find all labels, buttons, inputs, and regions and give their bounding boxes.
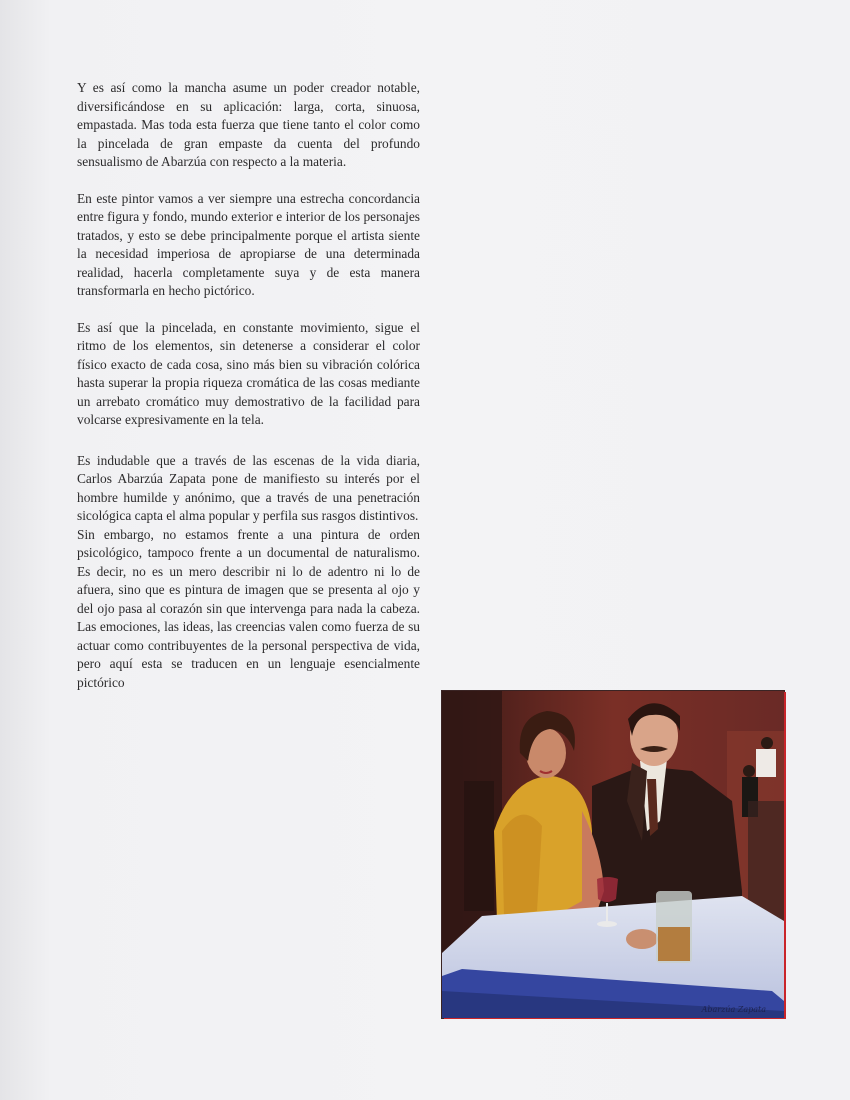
paragraph-1: Y es así como la mancha asume un poder creador notable, diversificándose en su aplicación: larga, corta, sinuosa, empastada. Mas toda esta fuerza que tiene tanto el color como la pincelada de gran empaste da cuenta del profundo sensualismo de Abarzúa con respecto a la materia. <box>77 80 420 169</box>
paragraph-5: Sin embargo, no estamos frente a una pintura de orden psicológico, tampoco frente a un documental de naturalismo. Es decir, no es un mero describir ni lo de adentro ni lo de afuera, sino que es pintura de imagen que se presenta al ojo y del ojo pasa al corazón sin que intervenga para nada la cabeza. Las emociones, las ideas, las creencias valen como fuerza de su actuar como contribuyentes de la personal perspectiva de vida, pero aquí esta se traducen en un lenguaje esencialmente pictórico <box>77 526 420 690</box>
body-text <box>77 79 420 710</box>
paragraph-4: Es indudable que a través de las escenas de la vida diaria, Carlos Abarzúa Zapata pone de manifiesto su interés por el hombre humilde y anónimo, que a través de una penetración sicológica capta el alma popular y perfila sus rasgos distintivos. <box>77 452 420 523</box>
paragraph-2: En este pintor vamos a ver siempre una estrecha concordancia entre figura y fondo, mundo exterior e interior de los personajes tratados, y esto se debe principalmente porque el artista siente la necesidad imperiosa de apropiarse de una determinada realidad, hacerla completamente suya y de esta manera transformarla en hecho pictórico. <box>77 190 420 298</box>
painting-image <box>442 691 784 1018</box>
painting-illustration <box>442 691 784 1018</box>
painting-signature: Abarzúa Zapata <box>701 1005 766 1014</box>
paragraph-3: Es así que la pincelada, en constante movimiento, sigue el ritmo de los elementos, sin detenerse a considerar el color físico exacto de cada cosa, sino más bien su vibración colórica hasta superar la propia riqueza cromática de las cosas mediante un arrebato cromático muy demostrativo de la facilidad para volcarse expresivamente en la tela. <box>77 319 420 427</box>
